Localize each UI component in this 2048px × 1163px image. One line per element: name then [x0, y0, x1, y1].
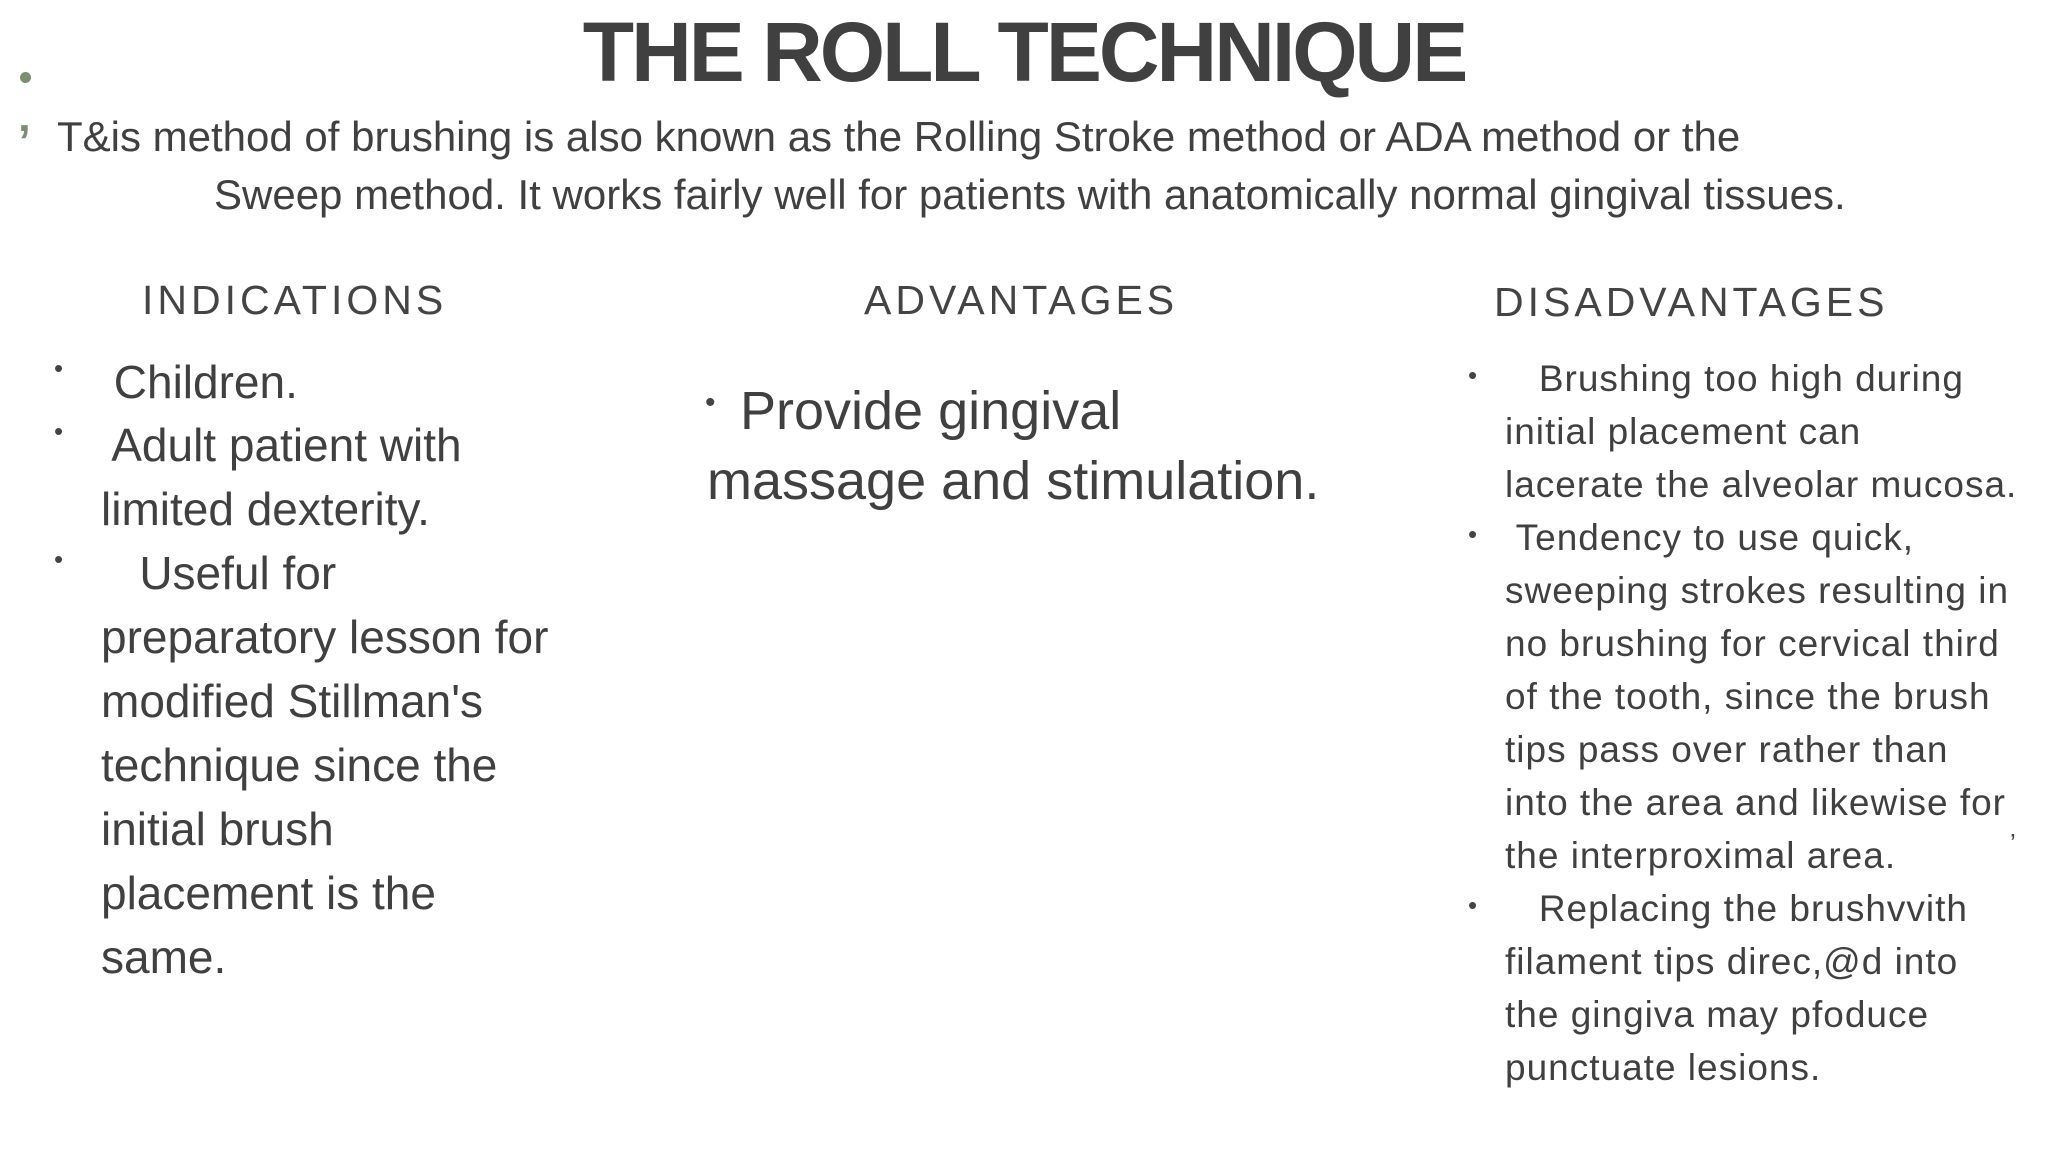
advantages-item-1-line-2: massage and stimulation. — [707, 451, 1320, 511]
disadvantages-item-3-line-4: punctuate lesions. — [1505, 1047, 1822, 1088]
disadvantages-heading: DISADVANTAGES — [1494, 279, 1889, 325]
disadvantages-item-1-line-3: lacerate the alveolar mucosa. — [1505, 464, 2018, 505]
indications-bullet-3: • — [54, 544, 64, 574]
indications-item-2-line-1: Adult patient with — [101, 419, 462, 471]
disadvantages-item-2-line-5: tips pass over rather than — [1505, 729, 1949, 770]
disadvantages-item-2-line-3: no brushing for cervical third — [1505, 623, 2000, 664]
advantages-bullet-1: • — [705, 386, 716, 419]
intro-line-2: Sweep method. It works fairly well for patients with anatomically normal gingival tissues. — [214, 171, 1846, 218]
indications-item-3-line-5: initial brush — [101, 803, 334, 855]
indications-bullet-2: • — [54, 416, 64, 446]
accent-comma-mark: ’ — [18, 115, 31, 167]
disadvantages-item-3-line-1: Replacing the brushvvith — [1505, 888, 1969, 929]
indications-item-3-line-7: same. — [101, 931, 227, 983]
indications-item-1-line-1: Children. — [101, 356, 298, 408]
indications-item-2-line-2: limited dexterity. — [101, 483, 430, 535]
accent-dot — [20, 72, 31, 83]
disadvantages-item-2-line-4: of the tooth, since the brush — [1505, 676, 1991, 717]
indications-item-3-line-1: Useful for — [101, 547, 337, 599]
advantages-item-1-line-1: Provide gingival — [740, 381, 1122, 441]
disadvantages-bullet-1: • — [1468, 360, 1478, 390]
disadvantages-item-2-line-2: sweeping strokes resulting in — [1505, 570, 2010, 611]
disadvantages-item-3-line-3: the gingiva may pfoduce — [1505, 994, 1930, 1035]
disadvantages-item-2-line-6: into the area and likewise for — [1505, 782, 2006, 823]
disadvantages-item-3-line-2: filament tips direc,@d into — [1505, 941, 1959, 982]
indications-item-3-line-6: placement is the — [101, 867, 436, 919]
advantages-heading: ADVANTAGES — [864, 277, 1179, 323]
stray-tick-mark: ’ — [2010, 828, 2016, 858]
indications-item-3-line-4: technique since the — [101, 739, 498, 791]
disadvantages-bullet-2: • — [1468, 519, 1478, 549]
indications-heading: INDICATIONS — [142, 277, 448, 323]
disadvantages-bullet-3: • — [1468, 890, 1478, 920]
indications-bullet-1: • — [54, 353, 64, 383]
disadvantages-item-2-line-7: the interproximal area. — [1505, 835, 1897, 876]
disadvantages-item-1-line-1: Brushing too high during — [1505, 358, 1964, 399]
disadvantages-item-2-line-1: Tendency to use quick, — [1505, 517, 1915, 558]
indications-item-3-line-2: preparatory lesson for — [101, 611, 549, 663]
intro-line-1: T&is method of brushing is also known as the Rolling Stroke method or ADA method or the — [57, 113, 1741, 160]
slide-title: THE ROLL TECHNIQUE — [582, 5, 1466, 99]
indications-item-3-line-3: modified Stillman's — [101, 675, 484, 727]
disadvantages-item-1-line-2: initial placement can — [1505, 411, 1862, 452]
